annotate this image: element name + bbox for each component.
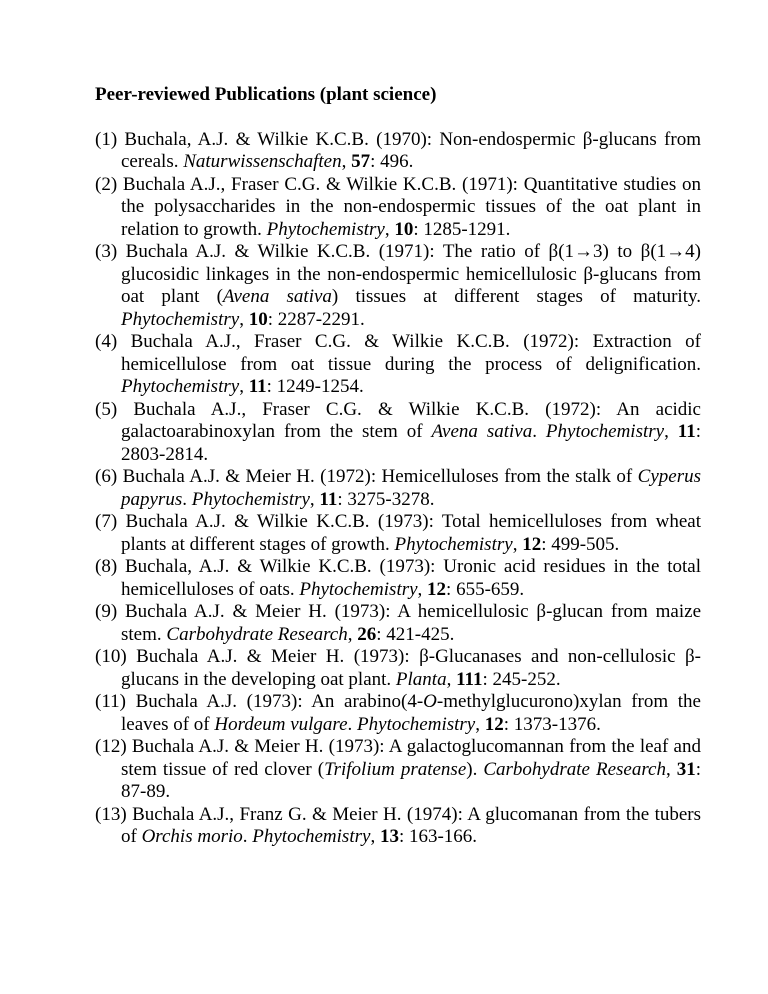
- italic-text: Avena sativa: [222, 286, 332, 307]
- citation-text: : 421-425.: [376, 623, 455, 645]
- volume-number: 11: [248, 376, 267, 397]
- citation-text: ,: [347, 623, 358, 645]
- citation-text: (12) Buchala A.J. & Meier H. (1973): A galactoglucomannan from the leaf and stem tissue of red clover (: [95, 736, 701, 780]
- citation-text: : 2803-2814.: [121, 421, 701, 465]
- citation-text: ,: [664, 421, 678, 442]
- italic-text: Hordeum vulgare: [214, 713, 348, 735]
- publication-entry: [95, 556, 701, 601]
- volume-number: 12: [522, 533, 542, 555]
- publication-entry: [95, 601, 701, 646]
- publication-entry: [95, 736, 701, 804]
- italic-text: Phytochemistry: [545, 421, 665, 442]
- italic-text: Orchis morio: [141, 826, 243, 847]
- italic-text: Planta: [395, 668, 447, 690]
- citation-text: .: [242, 826, 253, 847]
- italic-text: O: [423, 691, 437, 712]
- citation-text: ,: [446, 668, 457, 690]
- italic-text: Carbohydrate Research: [166, 623, 348, 645]
- citation-text: (1) Buchala, A.J. & Wilkie K.C.B. (1970): Non-endospermic β-glucans from cereals.: [95, 128, 701, 172]
- citation-text: (11) Buchala A.J. (1973): An arabino(4-: [95, 691, 424, 712]
- citation-text: : 496.: [370, 151, 414, 172]
- citation-text: (2) Buchala A.J., Fraser C.G. & Wilkie K.C.B. (1971): Quantitative studies on the polysaccharides in the non-endospermic tissues of the oat plant in relation to growth.: [95, 173, 701, 240]
- citation-text: ).: [466, 758, 484, 780]
- volume-number: 57: [351, 151, 371, 172]
- citation-text: : 3275-3278.: [337, 488, 435, 510]
- italic-text: Phytochemistry: [191, 488, 310, 510]
- volume-number: 11: [677, 421, 696, 442]
- document-page: [95, 84, 701, 849]
- citation-text: (7) Buchala A.J. & Wilkie K.C.B. (1973): Total hemicelluloses from wheat plants at different stages of growth.: [95, 511, 701, 555]
- citation-text: ,: [665, 758, 677, 780]
- italic-text: Naturwissenschaften: [183, 151, 342, 172]
- citation-text: : 87-89.: [121, 758, 702, 802]
- italic-text: Cyperus papyrus: [121, 466, 701, 510]
- italic-text: Phytochemistry: [121, 376, 240, 397]
- publication-entry: [95, 129, 701, 174]
- volume-number: 13: [379, 826, 399, 847]
- publication-entry: [95, 691, 701, 736]
- citation-text: ,: [239, 376, 249, 397]
- citation-text: (9) Buchala A.J. & Meier H. (1973): A hemicellulosic β-glucan from maize stem.: [95, 601, 701, 645]
- citation-text: (6) Buchala A.J. & Meier H. (1972): Hemicelluloses from the stalk of: [95, 466, 638, 487]
- citation-text: .: [347, 713, 358, 735]
- citation-text: (4) Buchala A.J., Fraser C.G. & Wilkie K.C.B. (1972): Extraction of hemicellulose from oat tissue during the process of delignification.: [95, 331, 701, 375]
- citation-text: : 499-505.: [541, 533, 620, 555]
- italic-text: Avena sativa: [431, 421, 533, 442]
- citation-text: : 1249-1254.: [266, 376, 364, 397]
- publication-entry: [95, 241, 701, 331]
- citation-text: ) tissues at different stages of maturity.: [331, 286, 701, 307]
- volume-number: 26: [357, 623, 377, 645]
- citation-text: : 2287-2291.: [267, 308, 365, 330]
- citation-text: (3) Buchala A.J. & Wilkie K.C.B. (1971): The ratio of β(1→3) to β(1→4) glucosidic linkages in the non-endospermic hemicellulosic β-glucans from oat plant (: [95, 241, 701, 307]
- italic-text: Phytochemistry: [266, 218, 385, 240]
- citation-text: : 1373-1376.: [503, 713, 601, 735]
- italic-text: Phytochemistry: [121, 308, 240, 330]
- publication-entry: [95, 331, 701, 399]
- citation-text: (13) Buchala A.J., Franz G. & Meier H. (1974): A glucomanan from the tubers of: [95, 803, 701, 847]
- italic-text: Phytochemistry: [299, 578, 418, 600]
- citation-text: ,: [475, 713, 485, 735]
- volume-number: 12: [484, 713, 504, 735]
- citation-text: -methylglucurono)xylan from the leaves of of: [121, 691, 701, 735]
- italic-text: Trifolium pratense: [324, 758, 467, 780]
- citation-text: : 245-252.: [482, 668, 561, 690]
- publication-entry: [95, 511, 701, 556]
- citation-text: (5) Buchala A.J., Fraser C.G. & Wilkie K.C.B. (1972): An acidic galactoarabinoxylan from the stem of: [95, 398, 701, 442]
- volume-number: 31: [676, 758, 696, 780]
- citation-text: : 655-659.: [446, 578, 525, 600]
- publication-entry: [95, 399, 701, 467]
- publication-list: [95, 129, 701, 849]
- citation-text: ,: [341, 151, 352, 172]
- citation-text: ,: [384, 218, 395, 240]
- italic-text: Phytochemistry: [394, 533, 513, 555]
- citation-text: ,: [309, 488, 320, 510]
- publication-entry: [95, 174, 701, 242]
- volume-number: 111: [456, 668, 483, 690]
- citation-text: : 163-166.: [398, 826, 478, 847]
- volume-number: 11: [319, 488, 338, 510]
- citation-text: .: [532, 421, 546, 442]
- volume-number: 10: [248, 308, 268, 330]
- citation-text: (8) Buchala, A.J. & Wilkie K.C.B. (1973): Uronic acid residues in the total hemicelluloses of oats.: [95, 556, 701, 600]
- italic-text: Carbohydrate Research: [483, 758, 666, 780]
- citation-text: .: [182, 488, 192, 510]
- volume-number: 12: [427, 578, 447, 600]
- publication-entry: [95, 804, 701, 849]
- citation-text: : 1285-1291.: [413, 218, 511, 240]
- section-heading: Peer-reviewed Publications (plant science): [95, 84, 437, 105]
- citation-text: (10) Buchala A.J. & Meier H. (1973): β-Glucanases and non-cellulosic β-glucans in the developing oat plant.: [95, 646, 701, 690]
- publication-entry: [95, 466, 701, 511]
- citation-text: ,: [512, 533, 523, 555]
- publication-entry: [95, 646, 701, 691]
- volume-number: 10: [394, 218, 414, 240]
- italic-text: Phytochemistry: [357, 713, 476, 735]
- citation-text: ,: [417, 578, 428, 600]
- citation-text: ,: [239, 308, 249, 330]
- citation-text: ,: [370, 826, 380, 847]
- italic-text: Phytochemistry: [252, 826, 371, 847]
